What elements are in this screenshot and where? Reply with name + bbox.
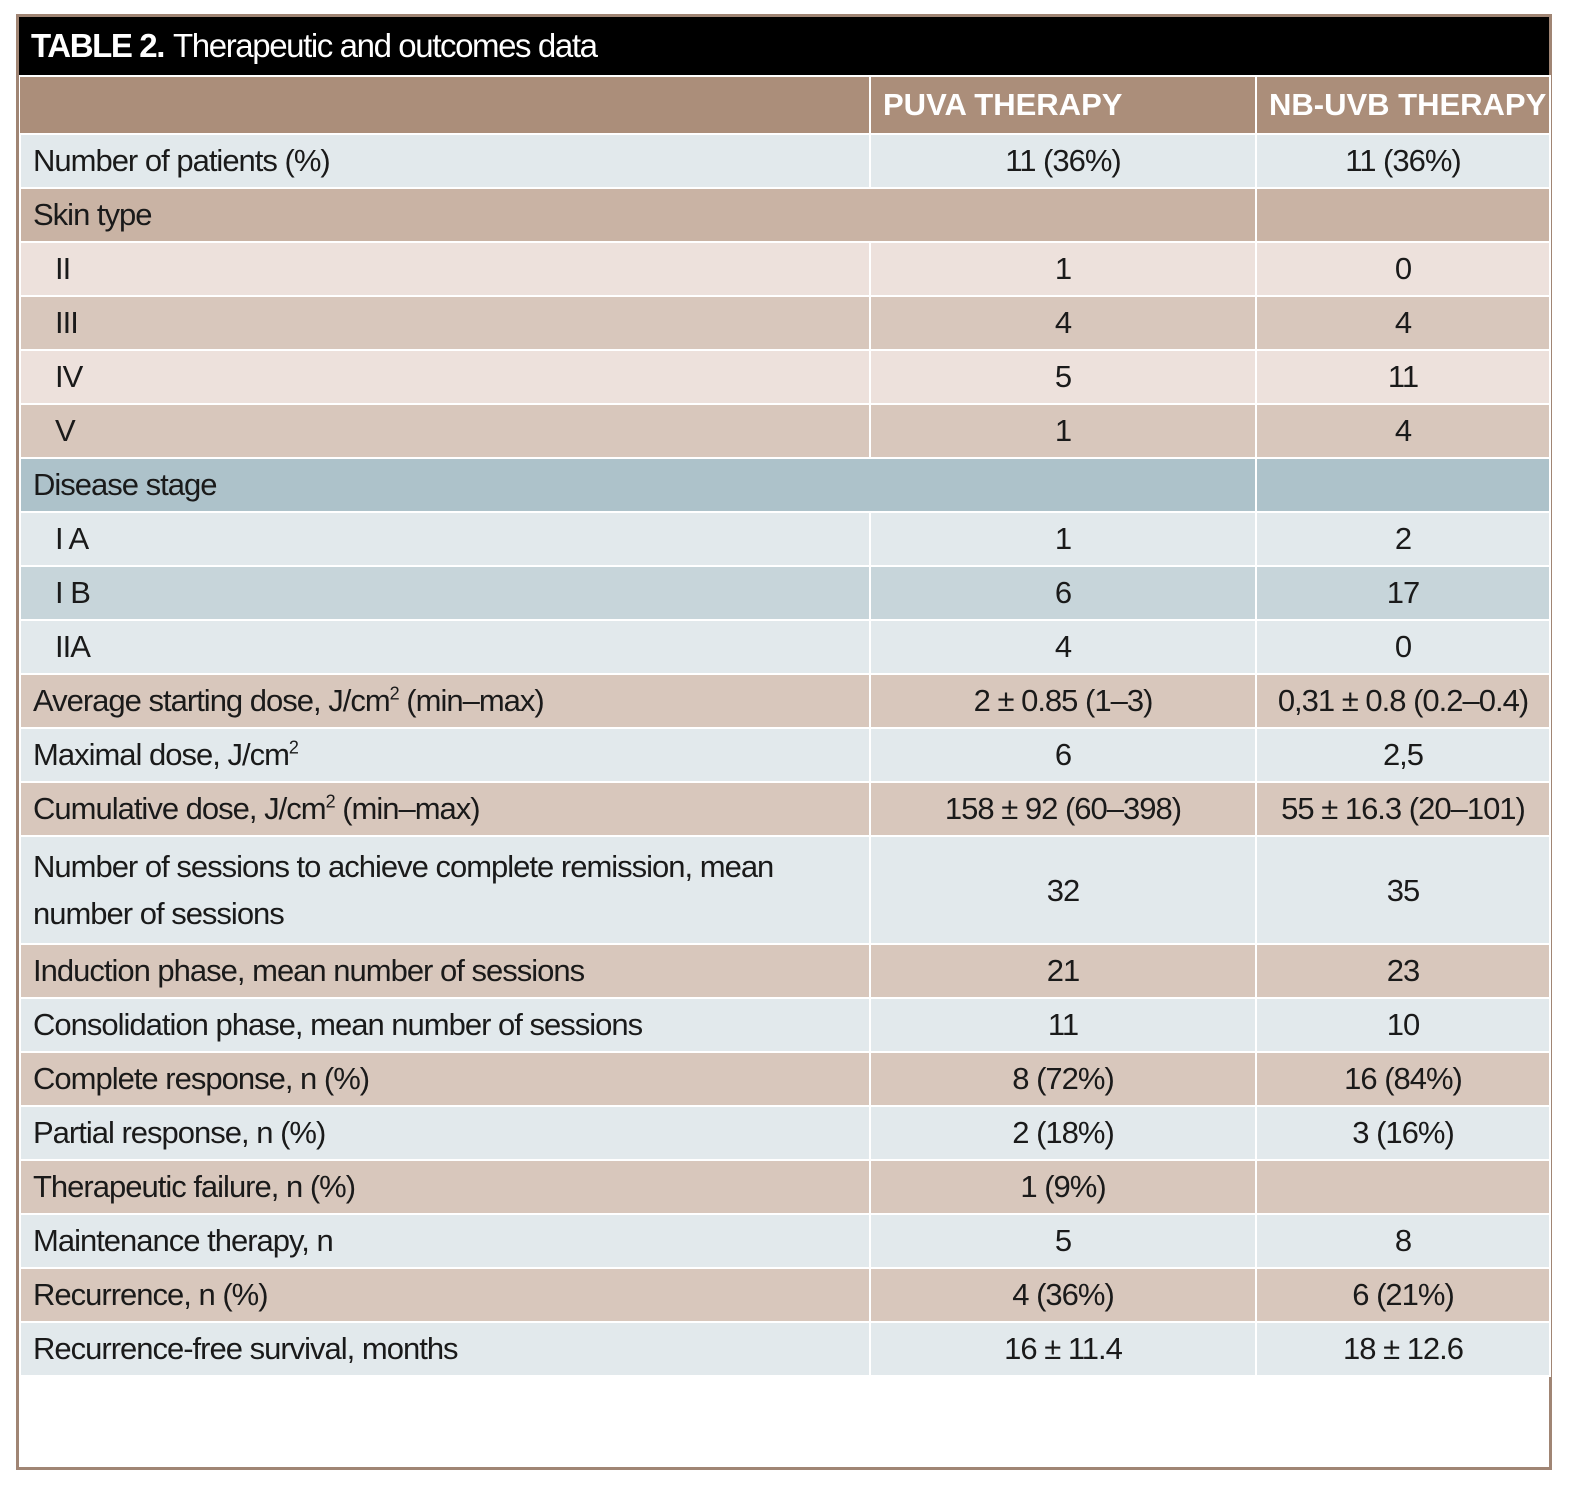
section-label: Skin type <box>20 188 1256 242</box>
table-row <box>20 242 1550 296</box>
puva-value: 1 <box>870 512 1256 566</box>
nbuvb-value: 0 <box>1256 620 1550 674</box>
row-label: I B <box>20 566 870 620</box>
row-label: Therapeutic failure, n (%) <box>20 1160 870 1214</box>
nbuvb-value: 4 <box>1256 404 1550 458</box>
nbuvb-value: 4 <box>1256 296 1550 350</box>
puva-value: 16 ± 11.4 <box>870 1322 1256 1376</box>
table-row <box>20 836 1550 944</box>
nbuvb-value: 18 ± 12.6 <box>1256 1322 1550 1376</box>
puva-value: 5 <box>870 350 1256 404</box>
table-row <box>20 620 1550 674</box>
puva-value: 6 <box>870 728 1256 782</box>
table-row <box>20 782 1550 836</box>
row-label: Induction phase, mean number of sessions <box>20 944 870 998</box>
section-label: Disease stage <box>20 458 1256 512</box>
row-label: Number of patients (%) <box>20 134 870 188</box>
superscript: 2 <box>288 737 298 758</box>
table-container <box>16 14 1552 1470</box>
table-row <box>20 944 1550 998</box>
table-row <box>20 674 1550 728</box>
table-row <box>20 566 1550 620</box>
nbuvb-value <box>1256 1160 1550 1214</box>
nbuvb-value: 17 <box>1256 566 1550 620</box>
row-label: Recurrence, n (%) <box>20 1268 870 1322</box>
table-row-section <box>20 188 1550 242</box>
nbuvb-value <box>1256 458 1550 512</box>
row-label: V <box>20 404 870 458</box>
nbuvb-value: 35 <box>1256 836 1550 944</box>
row-label: IIA <box>20 620 870 674</box>
table-row <box>20 350 1550 404</box>
row-label-suffix: (min–max) <box>334 791 480 826</box>
row-label: Partial response, n (%) <box>20 1106 870 1160</box>
row-label: Recurrence-free survival, months <box>20 1322 870 1376</box>
nbuvb-value: 0 <box>1256 242 1550 296</box>
puva-value: 11 (36%) <box>870 134 1256 188</box>
row-label <box>20 728 870 782</box>
table-row <box>20 134 1550 188</box>
superscript: 2 <box>389 683 399 704</box>
puva-value: 1 <box>870 404 1256 458</box>
table-row <box>20 998 1550 1052</box>
puva-value: 5 <box>870 1214 1256 1268</box>
puva-value: 6 <box>870 566 1256 620</box>
puva-value: 1 (9%) <box>870 1160 1256 1214</box>
row-label: IV <box>20 350 870 404</box>
table-row <box>20 296 1550 350</box>
table-row <box>20 1106 1550 1160</box>
header-cell-puva: PUVA THERAPY <box>870 76 1256 134</box>
table-row <box>20 404 1550 458</box>
table-row <box>20 1214 1550 1268</box>
row-label: Complete response, n (%) <box>20 1052 870 1106</box>
nbuvb-value: 55 ± 16.3 (20–101) <box>1256 782 1550 836</box>
row-label: Consolidation phase, mean number of sessions <box>20 998 870 1052</box>
nbuvb-value: 6 (21%) <box>1256 1268 1550 1322</box>
table-row <box>20 728 1550 782</box>
row-label-text: Average starting dose, J/cm <box>33 683 390 718</box>
nbuvb-value: 0,31 ± 0.8 (0.2–0.4) <box>1256 674 1550 728</box>
puva-value: 2 ± 0.85 (1–3) <box>870 674 1256 728</box>
row-label <box>20 782 870 836</box>
nbuvb-value: 2 <box>1256 512 1550 566</box>
nbuvb-value: 3 (16%) <box>1256 1106 1550 1160</box>
nbuvb-value: 10 <box>1256 998 1550 1052</box>
puva-value: 32 <box>870 836 1256 944</box>
nbuvb-value: 11 (36%) <box>1256 134 1550 188</box>
nbuvb-value: 2,5 <box>1256 728 1550 782</box>
table-title-bar <box>19 17 1549 75</box>
puva-value: 2 (18%) <box>870 1106 1256 1160</box>
table-row <box>20 1322 1550 1376</box>
nbuvb-value: 8 <box>1256 1214 1550 1268</box>
row-label: II <box>20 242 870 296</box>
nbuvb-value: 11 <box>1256 350 1550 404</box>
table-title: Therapeutic and outcomes data <box>173 27 597 64</box>
table-row <box>20 1268 1550 1322</box>
row-label: Number of sessions to achieve complete remission, mean number of sessions <box>20 836 870 944</box>
header-cell-nbuvb: NB-UVB THERAPY <box>1256 76 1550 134</box>
nbuvb-value <box>1256 188 1550 242</box>
header-cell-empty <box>20 76 870 134</box>
row-label <box>20 674 870 728</box>
puva-value: 11 <box>870 998 1256 1052</box>
outcomes-table <box>19 75 1551 1377</box>
table-row <box>20 1052 1550 1106</box>
puva-value: 4 (36%) <box>870 1268 1256 1322</box>
puva-value: 158 ± 92 (60–398) <box>870 782 1256 836</box>
nbuvb-value: 23 <box>1256 944 1550 998</box>
row-label-text: Maximal dose, J/cm <box>33 737 289 772</box>
row-label-text: Cumulative dose, J/cm <box>33 791 326 826</box>
nbuvb-value: 16 (84%) <box>1256 1052 1550 1106</box>
table-label: TABLE 2. <box>31 27 165 64</box>
puva-value: 4 <box>870 296 1256 350</box>
superscript: 2 <box>325 791 335 812</box>
header-row <box>20 76 1550 134</box>
table-row-section <box>20 458 1550 512</box>
row-label: Maintenance therapy, n <box>20 1214 870 1268</box>
row-label-suffix: (min–max) <box>398 683 544 718</box>
puva-value: 1 <box>870 242 1256 296</box>
row-label: III <box>20 296 870 350</box>
table-row <box>20 1160 1550 1214</box>
row-label: I A <box>20 512 870 566</box>
puva-value: 4 <box>870 620 1256 674</box>
table-row <box>20 512 1550 566</box>
puva-value: 8 (72%) <box>870 1052 1256 1106</box>
puva-value: 21 <box>870 944 1256 998</box>
